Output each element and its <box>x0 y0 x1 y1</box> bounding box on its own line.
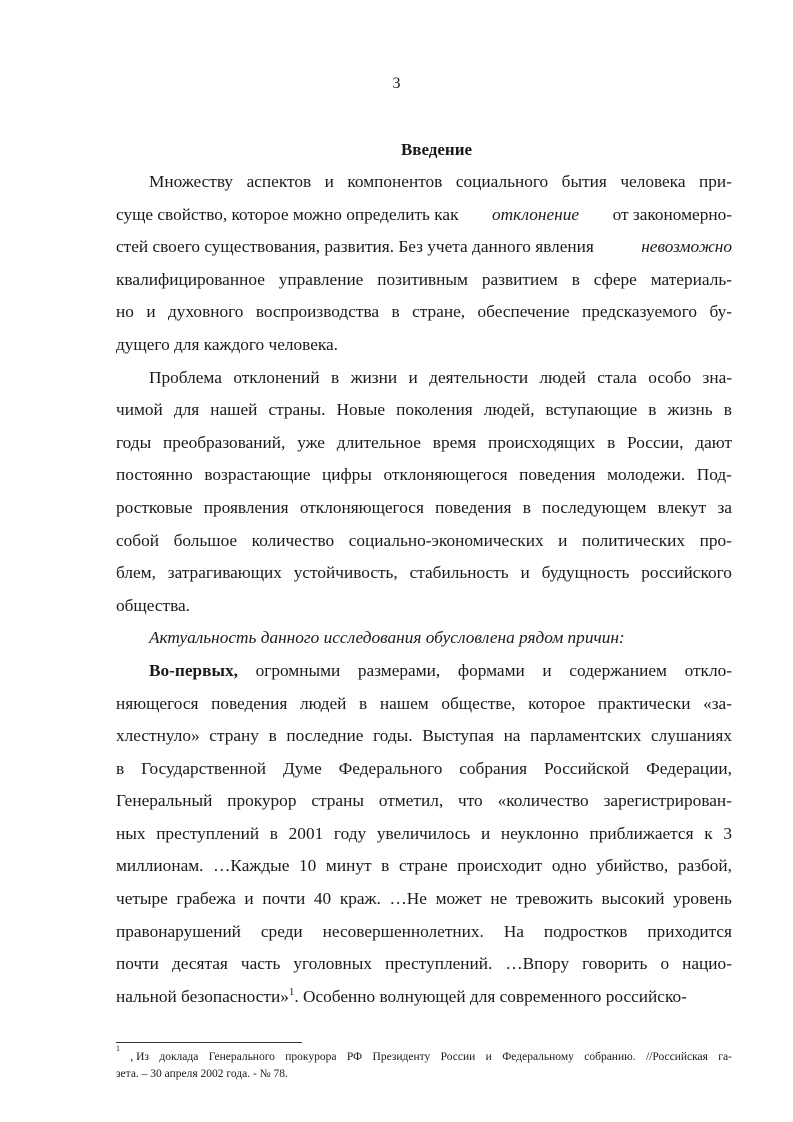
word: зарегистрирован- <box>603 791 732 811</box>
word: последние <box>286 726 364 746</box>
word: 40 <box>313 889 332 909</box>
word: постоянно <box>116 465 193 485</box>
word: приходится <box>647 921 732 941</box>
text-line <box>116 655 732 688</box>
word: в <box>607 432 616 452</box>
word: поведения <box>435 497 512 517</box>
text-line <box>116 492 732 525</box>
word: и <box>485 1051 492 1063</box>
word: краж. <box>339 889 381 909</box>
word: отклоняющегося <box>299 497 424 517</box>
text-line <box>116 720 732 753</box>
word: стабильность <box>409 563 509 583</box>
word: страну <box>209 726 259 746</box>
word: в <box>381 856 390 876</box>
word: …Впору <box>505 954 570 974</box>
word: вступающие <box>545 400 638 420</box>
text-line <box>116 362 732 395</box>
word: России, <box>627 432 684 452</box>
word: среди <box>260 921 303 941</box>
text-line <box>116 785 732 818</box>
word: зна- <box>702 367 732 387</box>
text-span: нальной безопасности» <box>116 986 289 1006</box>
footnote <box>116 1044 732 1083</box>
text-line <box>116 199 732 232</box>
word: позитивным <box>377 269 468 289</box>
word: для <box>173 400 200 420</box>
word: несовершеннолетних. <box>322 921 484 941</box>
word: парламентских <box>530 726 642 746</box>
word: страны <box>311 791 364 811</box>
word: Государственной <box>141 758 267 778</box>
text-line <box>116 688 732 721</box>
text-span: суще свойство, которое можно определить как <box>116 204 459 224</box>
footnote-divider <box>116 1042 302 1043</box>
word: высокий <box>601 889 665 909</box>
word: ных <box>116 823 146 843</box>
word: духовного <box>168 302 244 322</box>
word: социального <box>455 172 549 191</box>
word: и <box>542 660 552 680</box>
text-span: стей своего существования, развития. Без учета данного явления <box>116 237 594 257</box>
word: говорить <box>582 954 648 974</box>
text-line <box>116 622 732 655</box>
word: о <box>660 954 670 974</box>
footnote-mark: 1 <box>116 1044 120 1053</box>
word: практически <box>597 693 691 713</box>
word: Президенту <box>372 1051 431 1063</box>
word: огромными <box>255 660 341 680</box>
word: материаль- <box>650 269 732 289</box>
word: аспектов <box>246 172 312 191</box>
word: , Из <box>130 1051 149 1063</box>
word: особо <box>648 367 692 387</box>
word: собранию. <box>584 1051 636 1063</box>
word: в <box>522 497 531 517</box>
word: к <box>704 823 713 843</box>
word: преобразований, <box>163 432 286 452</box>
text-line <box>116 231 732 264</box>
word: содержанием <box>569 660 667 680</box>
word: молодежи. <box>607 465 686 485</box>
word: но <box>116 302 134 322</box>
word: …Не <box>389 889 427 909</box>
word: десятая <box>171 954 228 974</box>
word: «за- <box>703 693 732 713</box>
word: в <box>269 823 278 843</box>
word: няющегося <box>116 693 199 713</box>
word: возрастающие <box>204 465 311 485</box>
word: 3 <box>723 823 732 843</box>
word: Генеральный <box>116 791 213 811</box>
word: и <box>408 367 418 387</box>
word: тревожить <box>515 889 593 909</box>
word: количество <box>251 530 335 550</box>
word: жизнь <box>667 400 713 420</box>
word: Множеству <box>149 172 234 191</box>
word: поведения <box>519 465 596 485</box>
word: «количество <box>497 791 589 811</box>
text-line <box>116 590 732 623</box>
word: году <box>333 823 367 843</box>
word: людей, <box>483 400 535 420</box>
word: и <box>146 302 156 322</box>
word: почти <box>116 954 159 974</box>
word: затрагивающих <box>167 563 282 583</box>
word: четыре <box>116 889 168 909</box>
word: жизни <box>350 367 398 387</box>
word: деятельности <box>429 367 529 387</box>
text-line <box>116 557 732 590</box>
bold-lead-text: Во-первых, <box>149 660 238 680</box>
text-span: дущего для каждого человека. <box>116 334 338 354</box>
text-span: зета. – 30 апреля 2002 года. - № 78. <box>116 1068 288 1080</box>
word: что <box>458 791 483 811</box>
word: откло- <box>684 660 732 680</box>
word: большое <box>173 530 238 550</box>
word: Новые <box>336 400 386 420</box>
word: предсказуемого <box>581 302 697 322</box>
word: уровень <box>673 889 732 909</box>
word: время <box>432 432 477 452</box>
word: квалифицированное <box>116 269 265 289</box>
word: собрания <box>459 758 528 778</box>
word: бытия <box>561 172 607 191</box>
word: и <box>324 172 334 191</box>
word: разбой, <box>677 856 732 876</box>
word: которое <box>528 693 586 713</box>
word: человека <box>620 172 686 191</box>
word: отклоняющегося <box>383 465 508 485</box>
word: приближается <box>589 823 694 843</box>
word: почти <box>262 889 306 909</box>
word: преступлений <box>156 823 260 843</box>
word: поведения <box>211 693 288 713</box>
word: отметил, <box>378 791 444 811</box>
emphasis-text: невозможно <box>641 237 732 257</box>
word: убийство, <box>596 856 669 876</box>
word: страны. <box>268 400 326 420</box>
word: чимой <box>116 400 163 420</box>
word: длительное <box>336 432 421 452</box>
word: 10 <box>299 856 317 876</box>
emphasis-text: отклонение <box>492 204 580 224</box>
word: часть <box>240 954 281 974</box>
word: происходящих <box>487 432 596 452</box>
word: ростковые <box>116 497 193 517</box>
word: Федерации, <box>646 758 732 778</box>
word: Думе <box>282 758 322 778</box>
word: и <box>558 530 568 550</box>
word: Федерального <box>338 758 443 778</box>
word: обществе, <box>441 693 516 713</box>
word: 2001 <box>288 823 324 843</box>
text-line <box>116 329 732 362</box>
word: и <box>244 889 254 909</box>
word: На <box>503 921 524 941</box>
text-line <box>116 525 732 558</box>
word: устойчивость, <box>293 563 398 583</box>
word: в <box>648 400 657 420</box>
text-line <box>116 948 732 981</box>
word: Проблема <box>149 367 222 387</box>
word: за <box>717 497 732 517</box>
word: происходит <box>457 856 543 876</box>
word: нашей <box>210 400 258 420</box>
word: будущность <box>541 563 630 583</box>
text-line <box>116 166 732 199</box>
word: компонентов <box>347 172 443 191</box>
word: собой <box>116 530 159 550</box>
body-text <box>116 166 732 1013</box>
text-line <box>116 818 732 851</box>
word: воспроизводства <box>255 302 380 322</box>
word: и <box>480 823 491 843</box>
word: в <box>268 726 277 746</box>
text-line <box>116 459 732 492</box>
footnote-ref: 1 <box>288 986 295 999</box>
word: в <box>116 758 125 778</box>
text-line <box>116 916 732 949</box>
word: отклонений <box>233 367 320 387</box>
word: России <box>440 1051 476 1063</box>
word: развитием <box>481 269 558 289</box>
text-line <box>116 296 732 329</box>
word: годы. <box>373 726 413 746</box>
word: хлестнуло» <box>116 726 200 746</box>
word: социально-экономических <box>348 530 544 550</box>
word: Федеральному <box>502 1051 574 1063</box>
word: поколения <box>396 400 473 420</box>
word: не <box>490 889 508 909</box>
word: в <box>723 400 732 420</box>
text-span: общества. <box>116 595 190 615</box>
footnote-line <box>116 1066 732 1083</box>
word: формами <box>457 660 525 680</box>
word: миллионам. <box>116 856 204 876</box>
word: РФ <box>346 1051 363 1063</box>
word: Под- <box>696 465 732 485</box>
word: доклада <box>159 1051 199 1063</box>
word: грабежа <box>176 889 236 909</box>
word: проявления <box>203 497 289 517</box>
text-line <box>116 850 732 883</box>
word: …Каждые <box>213 856 290 876</box>
word: преступлений. <box>385 954 493 974</box>
section-heading: Введение <box>400 140 473 159</box>
word: цифры <box>321 465 372 485</box>
text-line <box>116 264 732 297</box>
word: нашем <box>379 693 429 713</box>
word: людей <box>539 367 586 387</box>
text-line <box>116 427 732 460</box>
text-span <box>116 981 687 1014</box>
word: стране <box>398 856 448 876</box>
footnote-line <box>116 1044 732 1066</box>
word: минут <box>325 856 372 876</box>
word: блем, <box>116 563 156 583</box>
word: в <box>331 367 340 387</box>
word: увеличилось <box>376 823 471 843</box>
word: размерами, <box>357 660 441 680</box>
word: Российской <box>544 758 630 778</box>
word: сфере <box>593 269 637 289</box>
word: в <box>359 693 368 713</box>
word: российского <box>641 563 732 583</box>
word: и <box>520 563 530 583</box>
word: Генерального <box>208 1051 275 1063</box>
word: влекут <box>657 497 707 517</box>
word: га- <box>718 1051 732 1063</box>
word: //Российская <box>645 1051 708 1063</box>
word: дают <box>695 432 732 452</box>
word: уголовных <box>293 954 373 974</box>
text-line <box>116 883 732 916</box>
word: подростков <box>543 921 628 941</box>
actuality-heading: Актуальность данного исследования обусловлена рядом причин: <box>149 628 625 648</box>
word: управление <box>278 269 364 289</box>
word: людей <box>300 693 347 713</box>
word: обеспечение <box>477 302 570 322</box>
word: последующем <box>542 497 647 517</box>
word: нацио- <box>682 954 732 974</box>
word: на <box>503 726 521 746</box>
word: в <box>391 302 400 322</box>
text-span: . Особенно волнующей для современного российско- <box>294 986 687 1006</box>
word: правонарушений <box>116 921 241 941</box>
text-span: от закономерно- <box>612 204 732 224</box>
word: политических <box>581 530 686 550</box>
word: при- <box>699 172 732 191</box>
text-line <box>116 753 732 786</box>
word: стране, <box>412 302 466 322</box>
text-line <box>116 394 732 427</box>
word: прокурор <box>227 791 297 811</box>
page-number: 3 <box>392 75 401 92</box>
word: одно <box>551 856 587 876</box>
word: может <box>435 889 482 909</box>
word: годы <box>116 432 152 452</box>
word: бу- <box>709 302 732 322</box>
word: Выступая <box>422 726 494 746</box>
text-line <box>116 981 732 1014</box>
word: в <box>571 269 580 289</box>
word: слушаниях <box>651 726 732 746</box>
word: неуклонно <box>500 823 579 843</box>
word: про- <box>699 530 732 550</box>
word: уже <box>297 432 325 452</box>
word: стала <box>597 367 637 387</box>
word: прокурора <box>285 1051 337 1063</box>
